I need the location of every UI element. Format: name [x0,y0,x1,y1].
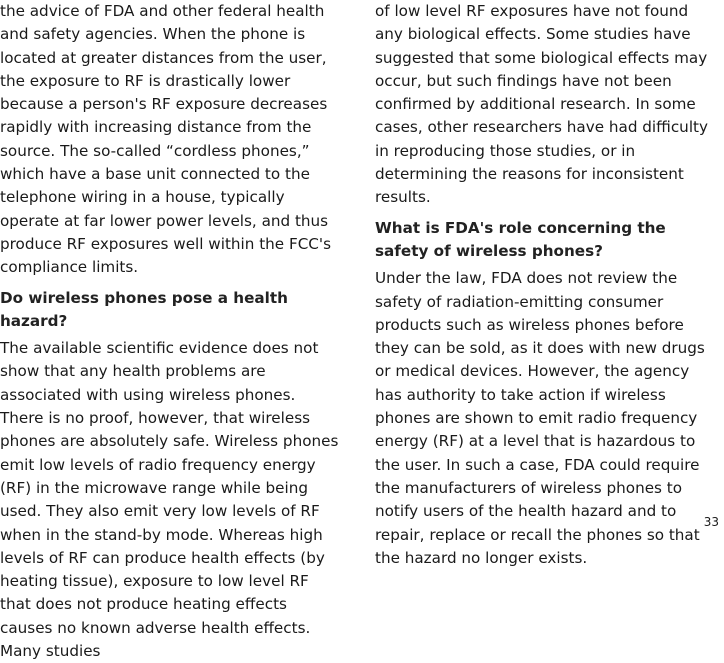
right-column [375,0,715,570]
right-heading-fda-role: What is FDA's role concerning the safety of wireless phones? [375,218,666,260]
left-heading-health-hazard: Do wireless phones pose a health hazard? [0,288,288,330]
page-number: 33 [703,515,719,529]
left-paragraph-1: the advice of FDA and other federal health and safety agencies. When the phone is located at greater distances from the user, the exposure to RF is drastically lower because a person's RF exposure decreases rapidly with increasing distance from the source. The so-called “cordless phones,” which have a base unit connected to the telephone wiring in a house, typically operate at far lower power levels, and thus produce RF exposures well within the FCC's compliance limits. [0,2,331,277]
right-paragraph-2: Under the law, FDA does not review the safety of radiation-emitting consumer products such as wireless phones before they can be sold, as it does with new drugs or medical devices. However, the agency has authority to take action if wireless phones are shown to emit radio frequency energy (RF) at a level that is hazardous to the user. In such a case, FDA could require the manufacturers of wireless phones to notify users of the health hazard and to repair, replace or recall the phones so that the hazard no longer exists. [375,269,705,567]
left-paragraph-2: The available scientific evidence does not show that any health problems are associated with using wireless phones. There is no proof, however, that wireless phones are absolutely safe. Wireless phones emit low levels of radio frequency energy (RF) in the microwave range while being used. They also emit very low levels of RF when in the stand-by mode. Whereas high levels of RF can produce health effects (by heating tissue), exposure to low level RF that does not produce heating effects causes no known adverse health effects. Many studies [0,339,339,661]
left-column [0,0,340,663]
right-paragraph-1: of low level RF exposures have not found any biological effects. Some studies have suggested that some biological effects may occur, but such findings have not been confirmed by additional research. In some cases, other researchers have had difficulty in reproducing those studies, or in determining the reasons for inconsistent results. [375,2,708,207]
